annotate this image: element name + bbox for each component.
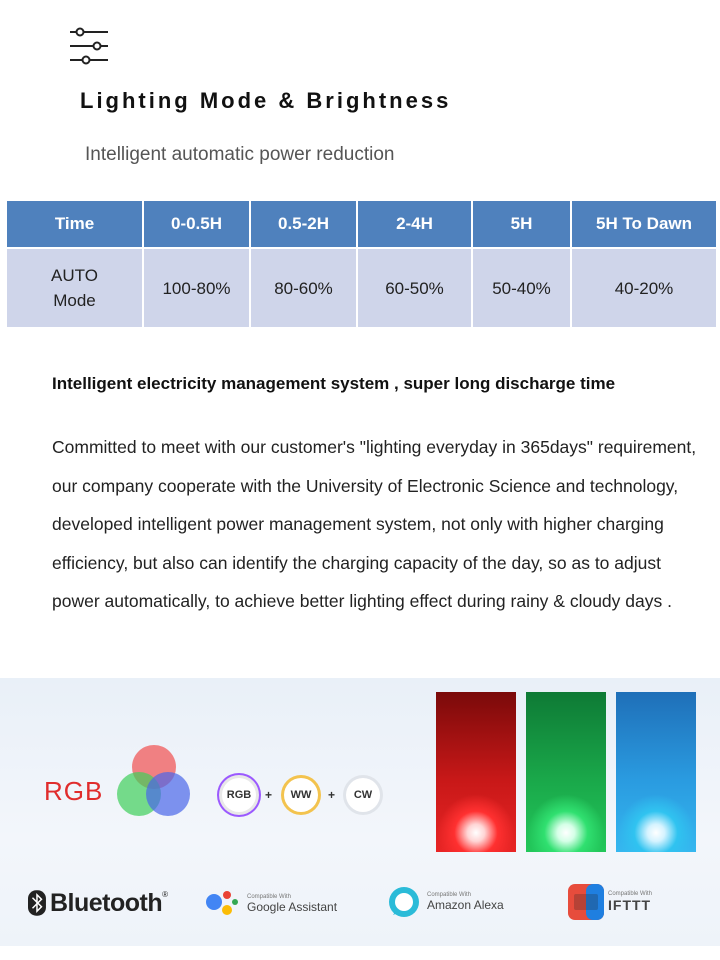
ifttt-caption: Compatible With (608, 891, 653, 897)
registered-mark: ® (162, 890, 168, 899)
table-header-cell: Time (6, 200, 143, 248)
auto-mode-table (5, 199, 716, 329)
ww-chip: WW (284, 778, 318, 812)
green-light-panel (526, 692, 606, 852)
table-header-cell: 0.5-2H (250, 200, 357, 248)
table-header-cell: 0-0.5H (143, 200, 250, 248)
row-label-line: AUTO (51, 266, 98, 285)
bluetooth-wordmark: Bluetooth (49, 888, 163, 917)
page-title: Lighting Mode & Brightness (80, 88, 452, 113)
ifttt-logo (568, 884, 668, 920)
row-label-line: Mode (53, 291, 96, 310)
google-caption: Compatible With (247, 894, 292, 900)
amazon-alexa-logo (387, 884, 507, 920)
table-row (6, 248, 717, 328)
table-cell: 50-40% (472, 248, 571, 328)
description-paragraph: Committed to meet with our customer's "lighting everyday in 365days" requirement, our company cooperate with the University of Electronic Science and technology, developed intelligent power management system, not only with higher charging efficiency, but also can identify the charging capacity of the day, so as to adjust power automatically, to achieve better lighting effect during rainy & cloudy days . (52, 437, 697, 612)
row-label-cell (6, 248, 143, 328)
alexa-caption: Compatible With (427, 892, 472, 898)
ifttt-name: IFTTT (608, 897, 652, 913)
table-cell: 60-50% (357, 248, 472, 328)
table-cell: 100-80% (143, 248, 250, 328)
rgb-venn-icon (116, 744, 192, 818)
cw-chip: CW (346, 778, 380, 812)
section-heading: Intelligent electricity management system , super long discharge time (52, 374, 616, 393)
table-header-cell: 5H To Dawn (571, 200, 717, 248)
ifttt-icon (568, 884, 604, 920)
table-header-cell: 2-4H (357, 200, 472, 248)
alexa-icon (387, 885, 421, 919)
red-light-panel (436, 692, 516, 852)
google-assistant-name: Google Assistant (247, 900, 338, 914)
google-assistant-logo (205, 886, 350, 922)
plus-sign: + (328, 788, 336, 802)
alexa-name: Amazon Alexa (427, 898, 504, 912)
plus-sign: + (265, 788, 273, 802)
table-cell: 80-60% (250, 248, 357, 328)
table-header-row (6, 200, 717, 248)
table-cell: 40-20% (571, 248, 717, 328)
google-assistant-icon (205, 888, 241, 920)
rgb-chip: RGB (222, 778, 256, 812)
page-subtitle: Intelligent automatic power reduction (85, 144, 395, 165)
rgb-label: RGB (44, 776, 104, 806)
sliders-icon (70, 26, 110, 66)
bluetooth-logo (28, 884, 168, 922)
blue-light-panel (616, 692, 696, 852)
bluetooth-icon (28, 886, 46, 920)
table-header-cell: 5H (472, 200, 571, 248)
